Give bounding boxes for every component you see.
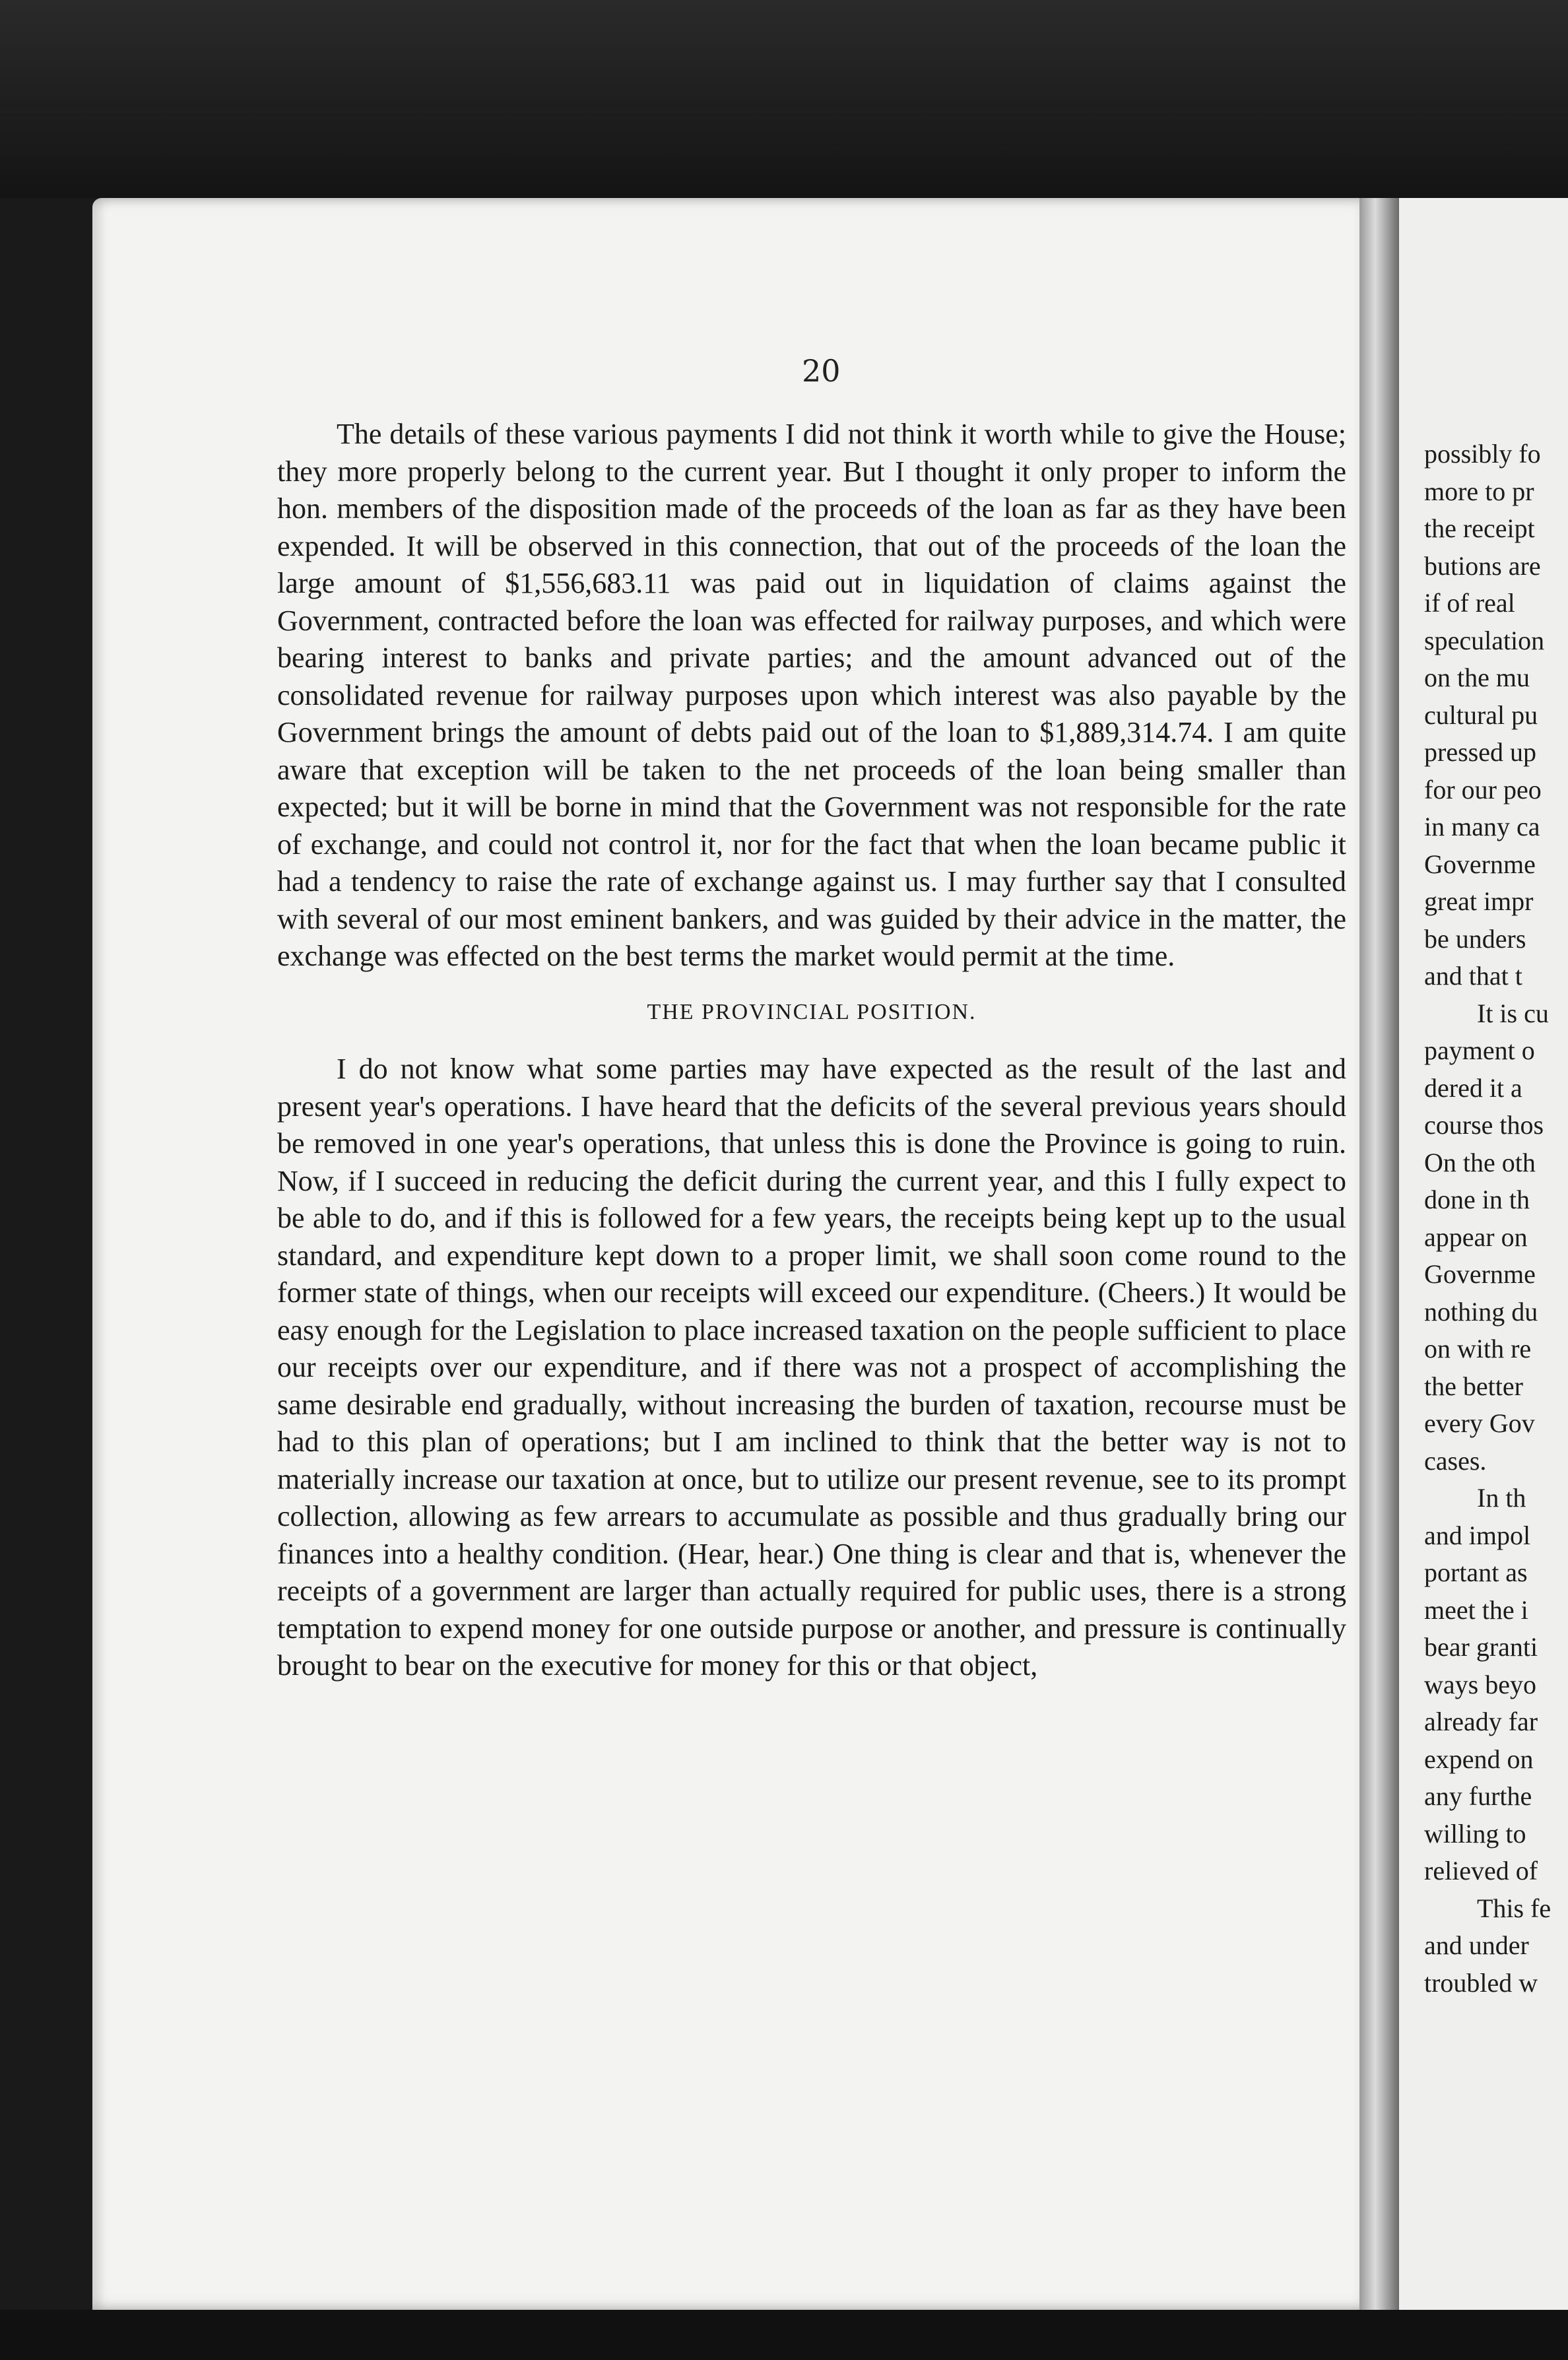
right-page-line: done in th bbox=[1424, 1185, 1530, 1214]
book-gutter bbox=[1359, 198, 1399, 2310]
right-page-line: and impol bbox=[1424, 1520, 1531, 1550]
right-page-line: the receipt bbox=[1424, 513, 1535, 543]
right-page-line: This fe bbox=[1477, 1893, 1552, 1923]
right-page-line: payment o bbox=[1424, 1035, 1535, 1065]
right-page-line: expend on bbox=[1424, 1744, 1534, 1774]
right-page-line: every Gov bbox=[1424, 1408, 1535, 1438]
right-page-line: ways beyo bbox=[1424, 1669, 1536, 1699]
right-page-line: in many ca bbox=[1424, 812, 1540, 841]
right-page-line: speculation bbox=[1424, 625, 1545, 655]
right-page-line: pressed up bbox=[1424, 737, 1536, 767]
page-number: 20 bbox=[802, 353, 841, 389]
right-page-line: already far bbox=[1424, 1707, 1538, 1736]
paragraph-provincial-position: I do not know what some parties may have expected as the result of the last and present year's operations. I have heard that the deficits of the several previous years should be removed in one year's operations, that unless this is done the Province is going to ruin. Now, if I succeed in reducing the deficit during the current year, and this I fully expect to be able to do, and if this is followed for a few years, the receipts being kept up to the usual standard, and expenditure kept down to a proper limit, we shall soon come round to the former state of things, when our receipts will exceed our expenditure. (Cheers.) It would be easy enough for the Legislation to place increased taxation on the people sufficient to place our receipts over our expenditure, and if there was not a prospect of accomplishing the same desirable end gradually, without increasing the burden of taxation, recourse must be had to this plan of operations; but I am inclined to think that the better way is not to materially increase our taxation at once, but to utilize our present revenue, see to its prompt collection, allowing as few arrears to accumulate as possible and thus gradually bring our finances into a healthy condition. (Hear, hear.) One thing is clear and that is, whenever the receipts of a government are larger than actually required for public uses, there is a strong temptation to expend money for one outside purpose or another, and pressure is continually brought to bear on the executive for money for this or that object, bbox=[277, 1053, 1346, 1682]
right-page-line: and that t bbox=[1424, 961, 1522, 991]
section-heading: THE PROVINCIAL POSITION. bbox=[647, 999, 977, 1024]
right-page-line: It is cu bbox=[1477, 998, 1549, 1028]
right-page-line: cultural pu bbox=[1424, 700, 1538, 730]
right-page-line: nothing du bbox=[1424, 1296, 1538, 1327]
right-page-line: On the oth bbox=[1424, 1147, 1536, 1177]
right-page-line: relieved of bbox=[1424, 1856, 1538, 1885]
right-page-line: appear on bbox=[1424, 1222, 1528, 1252]
right-page-line: great impr bbox=[1424, 886, 1534, 916]
right-page-line: dered it a bbox=[1424, 1072, 1522, 1103]
right-page-line: course thos bbox=[1424, 1110, 1544, 1140]
right-page-line: In th bbox=[1477, 1483, 1526, 1513]
right-page-line: troubled w bbox=[1424, 1967, 1538, 1998]
right-page-line: be unders bbox=[1424, 923, 1526, 954]
right-page-line: possibly fo bbox=[1424, 439, 1541, 469]
right-page-line: portant as bbox=[1424, 1557, 1528, 1587]
scan-bottom-edge bbox=[0, 2310, 1568, 2360]
right-page-line: Governme bbox=[1424, 849, 1536, 879]
right-page-text bbox=[1399, 436, 1568, 2002]
right-page-line: butions are bbox=[1424, 550, 1541, 581]
left-page-text bbox=[277, 416, 1346, 1685]
right-page bbox=[1399, 198, 1568, 2310]
right-page-line: any furthe bbox=[1424, 1781, 1532, 1811]
paragraph-payments: The details of these various payments I did not think it worth while to give the House; they more properly belong to the current year. But I thought it only proper to inform the hon. members of the disposition made of the proceeds of the loan as far as they have been expended. It will be observed in this connection, that out of the proceeds of the loan the large amount of $1,556,683.11 was paid out in liquidation of claims against the Government, contracted before the loan was effected for railway purposes, and which were bearing interest to banks and private parties; and the amount advanced out of the consolidated revenue for railway purposes upon which interest was also payable by the Government brings the amount of debts paid out of the loan to $1,889,314.74. I am quite aware that exception will be taken to the net proceeds of the loan being smaller than expected; but it will be borne in mind that the Government was not responsible for the rate of exchange, and could not control it, nor for the fact that when the loan became public it had a tendency to raise the rate of exchange against us. I may further say that I consulted with several of our most eminent bankers, and was guided by their advice in the matter, the exchange was effected on the best terms the market would permit at the time. bbox=[277, 418, 1346, 972]
right-page-line: more to pr bbox=[1424, 476, 1534, 506]
right-page-line: on the mu bbox=[1424, 663, 1530, 692]
right-page-line: willing to bbox=[1424, 1818, 1526, 1849]
right-page-line: Governme bbox=[1424, 1259, 1536, 1289]
right-page-line: bear granti bbox=[1424, 1632, 1538, 1662]
right-page-line: cases. bbox=[1424, 1445, 1487, 1476]
right-page-line: the better bbox=[1424, 1371, 1523, 1401]
right-page-line: for our peo bbox=[1424, 774, 1542, 804]
scan-background bbox=[0, 0, 1568, 198]
right-page-line: meet the i bbox=[1424, 1594, 1528, 1625]
right-page-line: and under bbox=[1424, 1930, 1529, 1960]
right-page-line: if of real bbox=[1424, 588, 1515, 618]
right-page-line: on with re bbox=[1424, 1334, 1532, 1363]
